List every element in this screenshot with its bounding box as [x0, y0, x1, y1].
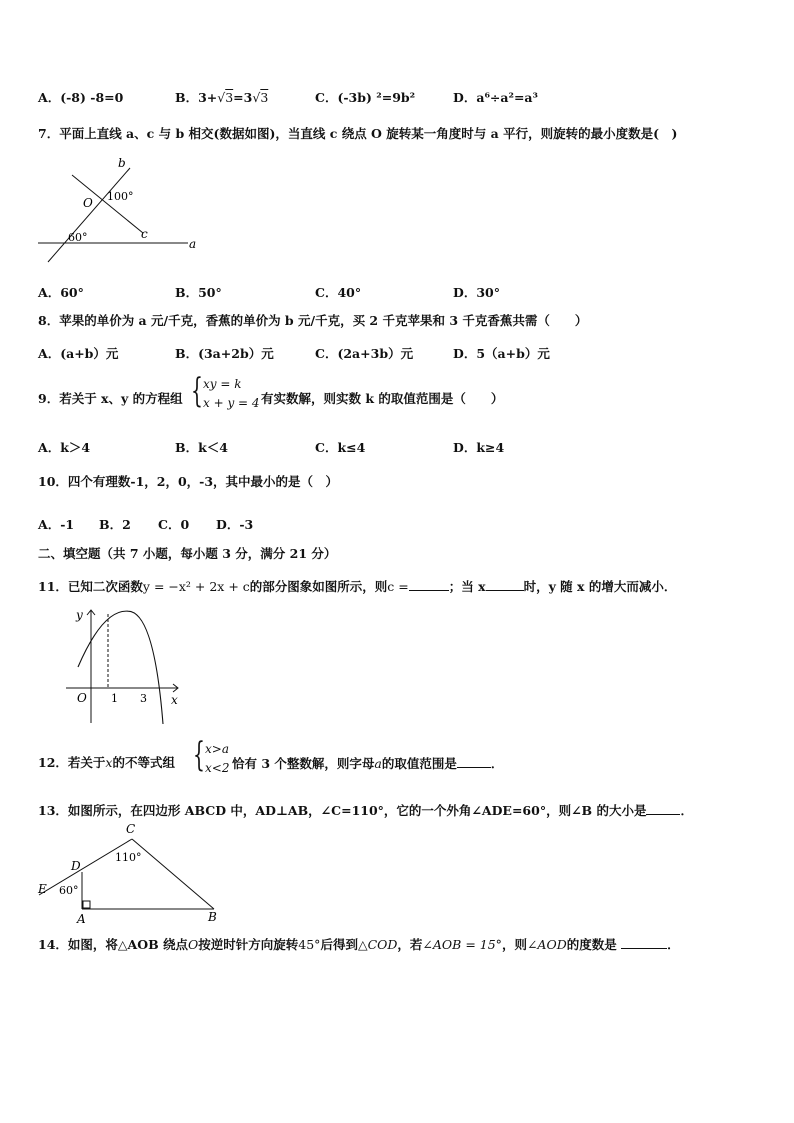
- q11-answer-blank-2[interactable]: [486, 578, 524, 591]
- q7-option-a: A．60°: [38, 285, 84, 300]
- q9-stem-prefix: 9．若关于 x、y 的方程组: [38, 391, 183, 406]
- q12-stem-period: ．: [490, 756, 504, 771]
- q12-brace: {: [193, 735, 205, 775]
- q12-stem-prefix: [38, 755, 175, 771]
- q11-function: y = −x² + 2x + c: [142, 579, 250, 594]
- q14-angle: 45°: [298, 937, 321, 952]
- q10-stem: 10．四个有理数-1，2，0，-3，其中最小的是（ ）: [38, 474, 339, 489]
- q7-option-b: B．50°: [175, 285, 222, 300]
- q6-option-b: B．3+√3=3√3: [175, 90, 269, 105]
- q7-figure: [30, 150, 210, 265]
- q11-answer-blank-1[interactable]: [409, 578, 449, 591]
- q13-side-cb: [132, 839, 214, 909]
- q11-stem-middle: 的部分图象如图所示，则: [249, 579, 388, 594]
- q6-option-b-prefix: B．3+: [175, 90, 218, 105]
- q6-option-b-radicand2: 3: [260, 90, 269, 105]
- q10-option-a: A．-1: [38, 517, 75, 532]
- q9-option-a: A．k＞4: [38, 440, 91, 455]
- q12-answer-blank[interactable]: [457, 755, 491, 768]
- q11-label-o: O: [77, 691, 87, 705]
- q12-stem-suffix: [232, 755, 503, 772]
- q9-option-b: B．k＜4: [175, 440, 228, 455]
- q9-system: [203, 375, 260, 413]
- q7-option-c: C．40°: [315, 285, 362, 300]
- q14-condition: ∠AOB = 15°: [422, 937, 502, 952]
- q13-stem-period: ．: [680, 803, 693, 818]
- q9-option-d: D．k≥4: [453, 440, 505, 455]
- q6-option-d: D．a⁶÷a²=a³: [453, 90, 539, 105]
- q11-tick-1: 1: [111, 692, 118, 705]
- q14-stem-middle3: ，若: [397, 937, 423, 952]
- q9-stem-suffix: 有实数解，则实数 k 的取值范围是（ ）: [261, 391, 504, 406]
- q13-label-d: D: [71, 859, 81, 873]
- q8-option-b: B．(3a+2b）元: [175, 346, 274, 361]
- q14-stem: [38, 936, 680, 953]
- q7-angle-top: 100°: [107, 190, 134, 203]
- q13-angle-c: 110°: [115, 851, 142, 864]
- q7-label-c: c: [141, 227, 148, 241]
- q14-stem-period: ．: [667, 937, 680, 952]
- q13-stem: [38, 802, 693, 819]
- q14-target-angle: ∠AOD: [526, 937, 567, 952]
- q11-stem: [38, 578, 676, 595]
- q11-stem-prefix: 11．已知二次函数: [38, 579, 143, 594]
- q11-c-equals: c =: [387, 579, 409, 594]
- q8-option-a: A．(a+b）元: [38, 346, 119, 361]
- q8-option-d: D．5（a+b）元: [453, 346, 550, 361]
- q11-stem-middle2: ；当 x: [448, 579, 486, 594]
- q11-stem-suffix: 时，y 随 x 的增大而减小．: [523, 579, 677, 594]
- q13-angle-d: 60°: [59, 884, 79, 897]
- q13-label-e: E: [38, 882, 47, 896]
- q12-var-x: x: [105, 755, 113, 770]
- q13-label-c: C: [126, 822, 136, 836]
- q9-option-c: C．k≤4: [315, 440, 366, 455]
- q8-stem: 8．苹果的单价为 a 元/千克，香蕉的单价为 b 元/千克，买 2 千克苹果和 3 千克香蕉共需（ ）: [38, 313, 588, 328]
- q9-brace: {: [191, 371, 203, 411]
- q11-tick-3: 3: [140, 692, 147, 705]
- q14-stem-suffix: 的度数是: [566, 937, 617, 952]
- section-title: 二、填空题（共 7 小题，每小题 3 分，满分 21 分）: [38, 546, 337, 561]
- q12-var-a: a: [374, 756, 382, 771]
- q11-label-y: y: [76, 608, 83, 622]
- q7-angle-bottom: 60°: [68, 231, 88, 244]
- q7-option-d: D．30°: [453, 285, 500, 300]
- q14-stem-middle2: 后得到: [320, 937, 358, 952]
- q12-inequality-2: x<2: [205, 761, 230, 775]
- q14-var-o: O: [188, 937, 199, 952]
- q13-stem-text: 13．如图所示，在四边形 ABCD 中，AD⊥AB，∠C=110°，它的一个外角∠ADE=60°，则∠B 的大小是: [38, 803, 647, 818]
- q8-option-c: C．(2a+3b）元: [315, 346, 414, 361]
- q13-label-b: B: [208, 910, 217, 924]
- q12-stem-middle: 的不等式组: [112, 755, 175, 770]
- q11-label-x: x: [171, 693, 178, 707]
- q12-inequality-1: x>a: [205, 742, 229, 756]
- q7-stem: 7．平面上直线 a、c 与 b 相交(数据如图)，当直线 c 绕点 O 旋转某一角度时与 a 平行，则旋转的最小度数是( ): [38, 126, 678, 141]
- q12-stem-middle2: 恰有 3 个整数解，则字母: [232, 756, 375, 771]
- q12-stem-start: 12．若关于: [38, 755, 106, 770]
- q6-option-a: A．(-8) -8=0: [38, 90, 124, 105]
- q14-stem-middle: 按逆时针方向旋转: [198, 937, 299, 952]
- q13-side-dc-extended: [39, 839, 132, 895]
- q6-option-b-radicand1: 3: [225, 90, 234, 105]
- q7-label-b: b: [118, 156, 126, 170]
- q13-right-angle-mark: [83, 901, 90, 908]
- q9-equation-2: x + y = 4: [203, 396, 260, 410]
- q7-label-a: a: [189, 237, 197, 251]
- q12-stem-end-text: 的取值范围是: [381, 756, 457, 771]
- q6-option-c: C．(-3b) ²=9b²: [315, 90, 416, 105]
- q13-answer-blank[interactable]: [646, 802, 680, 815]
- q7-label-o: O: [83, 196, 93, 210]
- q14-answer-blank[interactable]: [621, 936, 667, 949]
- q13-label-a: A: [77, 912, 86, 926]
- q13-quadrilateral-figure: [32, 820, 232, 928]
- q14-stem-middle4: ，则: [501, 937, 527, 952]
- q11-parabola-graph: [60, 602, 190, 727]
- q14-stem-prefix: 14．如图，将△AOB 绕点: [38, 937, 189, 952]
- q12-inequality-system: [205, 740, 229, 778]
- q10-option-d: D．-3: [216, 517, 254, 532]
- q6-option-b-middle: =3: [233, 90, 253, 105]
- q10-option-b: B．2: [99, 517, 131, 532]
- q9-equation-1: xy = k: [203, 377, 242, 391]
- q7-line-b: [48, 168, 130, 262]
- q10-option-c: C．0: [158, 517, 190, 532]
- q14-triangle: △COD: [357, 937, 398, 952]
